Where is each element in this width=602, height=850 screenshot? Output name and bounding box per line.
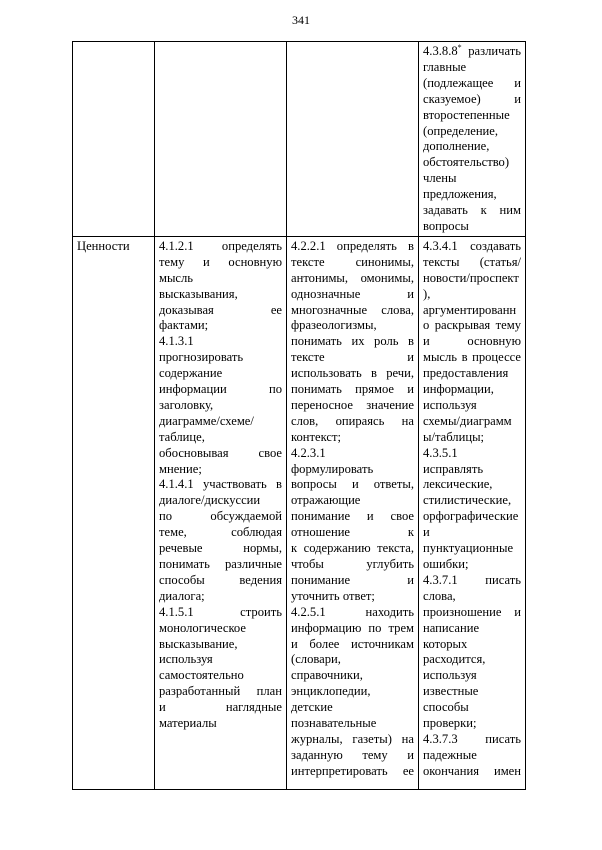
text-line: отношение к bbox=[291, 525, 414, 540]
text-line: способы ведения bbox=[159, 572, 282, 587]
text-line: (определение, bbox=[423, 123, 499, 138]
text-line: вопросы и ответы, bbox=[291, 477, 414, 492]
asterisk-mark: * bbox=[457, 42, 462, 52]
text-line: 4.1.3.1 bbox=[159, 334, 194, 349]
text-line: мысль bbox=[159, 270, 194, 285]
text-line: понимать их роль в bbox=[291, 334, 414, 349]
text-line: новости/проспект bbox=[423, 270, 519, 285]
text-line: 4.3.7.1 писать bbox=[423, 572, 521, 587]
table-row bbox=[73, 42, 526, 237]
text-line: 4.2.5.1 находить bbox=[291, 604, 414, 619]
text-line: таблице, bbox=[159, 429, 205, 444]
text-line: диалоге/дискуссии bbox=[159, 493, 261, 508]
text-line: диаграмме/схеме/ bbox=[159, 413, 254, 428]
text-line: чтобы углубить bbox=[291, 557, 414, 571]
text-line: заданную тему и bbox=[291, 747, 414, 762]
text-line: детские bbox=[291, 700, 333, 715]
text-line: отражающие bbox=[291, 493, 361, 508]
table-row bbox=[73, 236, 526, 789]
text-line: интерпретировать ее bbox=[291, 763, 414, 778]
text-line: задавать к ним bbox=[423, 203, 521, 218]
text-line: антонимы, омонимы, bbox=[291, 270, 414, 285]
text-line: 4.1.2.1 определять bbox=[159, 238, 282, 253]
text-line: 4.2.2.1 определять в bbox=[291, 238, 414, 253]
text-line: тексте синонимы, bbox=[291, 254, 414, 269]
page-number: 341 bbox=[292, 13, 310, 27]
table-cell-listening bbox=[155, 236, 287, 789]
text-line: и более источникам bbox=[291, 636, 414, 651]
table-cell-writing bbox=[419, 236, 526, 789]
text-line: аргументированн bbox=[423, 302, 517, 317]
text-line bbox=[423, 44, 521, 60]
text-line: слов, опираясь на bbox=[291, 413, 414, 428]
text-line: главные bbox=[423, 59, 467, 74]
text-line: стилистические, bbox=[423, 493, 512, 508]
text-line: 4.1.5.1 строить bbox=[159, 604, 282, 619]
text-line: теме, соблюдая bbox=[159, 525, 282, 540]
text-line: проверки; bbox=[423, 716, 477, 731]
text-line: уточнить ответ; bbox=[291, 588, 375, 603]
curriculum-table bbox=[72, 41, 526, 790]
text-line: многозначные слова, bbox=[291, 302, 414, 317]
table-cell-reading bbox=[287, 42, 419, 237]
text-line: сказуемое) и bbox=[423, 91, 521, 106]
text-line: вопросы bbox=[423, 218, 469, 233]
text-line: и наглядные bbox=[159, 700, 282, 715]
text-line: использовать в речи, bbox=[291, 366, 414, 381]
category-label: Ценности bbox=[77, 238, 130, 253]
text-line: 4.1.4.1 участвовать в bbox=[159, 477, 282, 492]
text-line: (подлежащее и bbox=[423, 75, 521, 90]
text-line: 4.3.7.3 писать bbox=[423, 731, 521, 746]
text-line: информации по bbox=[159, 382, 282, 397]
text-line: пунктуационные bbox=[423, 541, 514, 556]
text-line: способы bbox=[423, 700, 469, 715]
text-line: познавательные bbox=[291, 716, 377, 731]
table-cell-category bbox=[73, 236, 155, 789]
text-line: 4.3.4.1 создавать bbox=[423, 238, 521, 253]
text-line: тему и основную bbox=[159, 254, 282, 269]
text-line: прогнозировать bbox=[159, 350, 244, 365]
text-line: ошибки; bbox=[423, 557, 469, 571]
text-line: схемы/диаграмм bbox=[423, 413, 512, 428]
objective-text bbox=[423, 239, 521, 780]
objective-code: 4.3.8.8 bbox=[423, 44, 458, 58]
text-line: лексические, bbox=[423, 477, 493, 492]
text-line: и bbox=[423, 525, 430, 540]
text-line: информацию по трем bbox=[291, 620, 414, 635]
text-line: содержание bbox=[159, 366, 223, 381]
text-line: используя bbox=[159, 652, 213, 667]
text-line: мнение; bbox=[159, 461, 202, 476]
text-line: предоставления bbox=[423, 366, 509, 381]
text-line: журналы, газеты) на bbox=[291, 731, 414, 746]
text-line: которых bbox=[423, 636, 468, 651]
text-line: справочники, bbox=[291, 668, 363, 683]
text-line: по обсуждаемой bbox=[159, 509, 282, 524]
text-line: контекст; bbox=[291, 429, 342, 444]
text-line: написание bbox=[423, 620, 480, 635]
objective-text bbox=[159, 239, 282, 732]
text-line: обосновывая свое bbox=[159, 445, 282, 460]
text-line: окончания имен bbox=[423, 763, 521, 778]
text-line: о раскрывая тему bbox=[423, 318, 521, 333]
text-line: исправлять bbox=[423, 461, 484, 476]
text-line: понимание и свое bbox=[291, 509, 414, 524]
table-cell-reading bbox=[287, 236, 419, 789]
text-line: мысль в процессе bbox=[423, 350, 521, 365]
text-line: фактами; bbox=[159, 318, 209, 333]
text-line: доказывая ее bbox=[159, 302, 282, 317]
objective-text bbox=[423, 44, 521, 235]
text-line: информации, bbox=[423, 382, 494, 397]
text-line: (словари, bbox=[291, 652, 341, 667]
text-line: дополнение, bbox=[423, 139, 490, 154]
objective-text bbox=[291, 239, 414, 780]
text-line: используя bbox=[423, 397, 477, 412]
text-line: второстепенные bbox=[423, 107, 510, 122]
text-line: расходится, bbox=[423, 652, 486, 667]
text-line: ы/таблицы; bbox=[423, 429, 485, 444]
text-line: понимать прямое и bbox=[291, 382, 414, 397]
text-line: высказывание, bbox=[159, 636, 238, 651]
text-line: монологическое bbox=[159, 620, 246, 635]
text-line: слова, bbox=[423, 588, 456, 603]
text-line: переносное значение bbox=[291, 397, 414, 412]
text-line: заголовку, bbox=[159, 397, 214, 412]
text-line: орфографические bbox=[423, 509, 519, 524]
text-line: однозначные и bbox=[291, 286, 414, 301]
text-line: речевые нормы, bbox=[159, 541, 282, 556]
text-line: понимание и bbox=[291, 572, 414, 587]
text-line: энциклопедии, bbox=[291, 684, 371, 699]
text-line: используя bbox=[423, 668, 477, 683]
text-line: 4.2.3.1 bbox=[291, 445, 326, 460]
text-line: высказывания, bbox=[159, 286, 238, 301]
text-line: формулировать bbox=[291, 461, 374, 476]
text-line: 4.3.5.1 bbox=[423, 445, 458, 460]
text-line: и основную bbox=[423, 334, 521, 349]
text-line: падежные bbox=[423, 747, 477, 762]
text-line: члены bbox=[423, 171, 457, 186]
text-line: к содержанию текста, bbox=[291, 541, 414, 556]
text-line: материалы bbox=[159, 716, 217, 731]
text-line: обстоятельство) bbox=[423, 155, 510, 170]
text-line: тексты (статья/ bbox=[423, 254, 521, 269]
text-line: понимать различные bbox=[159, 557, 282, 571]
text-line: разработанный план bbox=[159, 684, 282, 699]
text-line: предложения, bbox=[423, 187, 497, 202]
text-line: диалога; bbox=[159, 588, 205, 603]
text-line: известные bbox=[423, 684, 479, 699]
table-cell-writing bbox=[419, 42, 526, 237]
line-text: различать bbox=[461, 44, 521, 58]
text-line: ), bbox=[423, 286, 431, 301]
table-cell-category bbox=[73, 42, 155, 237]
text-line: произношение и bbox=[423, 604, 521, 619]
text-line: фразеологизмы, bbox=[291, 318, 377, 333]
text-line: тексте и bbox=[291, 350, 414, 365]
text-line: самостоятельно bbox=[159, 668, 244, 683]
table-cell-listening bbox=[155, 42, 287, 237]
